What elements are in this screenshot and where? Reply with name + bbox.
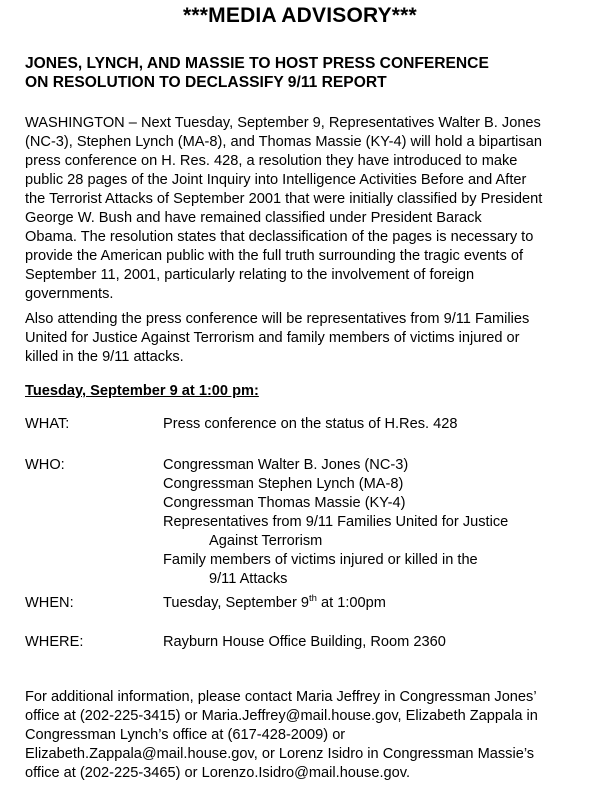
who-line: Congressman Thomas Massie (KY-4) <box>163 495 406 511</box>
paragraph-line: provide the American public with the full truth surrounding the tragic events of <box>25 248 524 264</box>
paragraph-line: For additional information, please contact Maria Jeffrey in Congressman Jones’ <box>25 689 537 705</box>
paragraph-line: governments. <box>25 286 114 302</box>
paragraph-line: WASHINGTON – Next Tuesday, September 9, Representatives Walter B. Jones <box>25 115 541 131</box>
paragraph-line: office at (202-225-3465) or Lorenzo.Isidro@mail.house.gov. <box>25 765 411 781</box>
who-line: Congressman Walter B. Jones (NC-3) <box>163 457 409 473</box>
paragraph-line: public 28 pages of the Joint Inquiry into Intelligence Activities Before and After <box>25 172 527 188</box>
who-line: Representatives from 9/11 Families United for Justice <box>163 514 509 530</box>
when-line <box>163 594 583 613</box>
paragraph-line: Also attending the press conference will be representatives from 9/11 Families <box>25 311 530 327</box>
who-line: Family members of victims injured or killed in the <box>163 552 478 568</box>
paragraph-line: Congressman Lynch’s office at (617-428-2009) or <box>25 727 346 743</box>
advisory-title: ***MEDIA ADVISORY*** <box>183 4 417 27</box>
paragraph-line: killed in the 9/11 attacks. <box>25 349 184 365</box>
what-label: WHAT: <box>25 416 70 432</box>
paragraph-line: September 11, 2001, particularly relating to the involvement of foreign <box>25 267 475 283</box>
headline-line: ON RESOLUTION TO DECLASSIFY 9/11 REPORT <box>25 74 387 91</box>
when-date: Tuesday, September 9 <box>163 595 310 611</box>
when-label: WHEN: <box>25 595 74 611</box>
paragraph-line: the Terrorist Attacks of September 2001 that were initially classified by President <box>25 191 543 207</box>
when-ordinal: th <box>309 593 317 605</box>
paragraph-line: Obama. The resolution states that declassification of the pages is necessary to <box>25 229 534 245</box>
paragraph-line: press conference on H. Res. 428, a resolution they have introduced to make <box>25 153 518 169</box>
what-line: Press conference on the status of H.Res. 428 <box>163 416 458 432</box>
advisory-headline <box>25 54 585 92</box>
where-line: Rayburn House Office Building, Room 2360 <box>163 634 446 650</box>
who-line: Congressman Stephen Lynch (MA-8) <box>163 476 404 492</box>
when-value <box>163 594 583 613</box>
who-value <box>163 456 583 589</box>
paragraph-line: Elizabeth.Zappala@mail.house.gov, or Lorenz Isidro in Congressman Massie’s <box>25 746 535 762</box>
when-time: at 1:00pm <box>316 595 386 611</box>
where-value <box>163 633 583 652</box>
who-label: WHO: <box>25 457 65 473</box>
attendees-paragraph <box>25 310 590 367</box>
paragraph-line: United for Justice Against Terrorism and family members of victims injured or <box>25 330 520 346</box>
paragraph-line: office at (202-225-3415) or Maria.Jeffrey@mail.house.gov, Elizabeth Zappala in <box>25 708 538 724</box>
contact-paragraph <box>25 688 590 783</box>
intro-paragraph <box>25 114 590 304</box>
event-date-heading: Tuesday, September 9 at 1:00 pm: <box>25 383 259 399</box>
paragraph-line: George W. Bush and have remained classified under President Barack <box>25 210 482 226</box>
what-value <box>163 415 583 434</box>
who-line: 9/11 Attacks <box>209 571 288 587</box>
headline-line: JONES, LYNCH, AND MASSIE TO HOST PRESS CONFERENCE <box>25 55 489 72</box>
where-label: WHERE: <box>25 634 84 650</box>
who-line: Against Terrorism <box>209 533 323 549</box>
paragraph-line: (NC-3), Stephen Lynch (MA-8), and Thomas Massie (KY-4) will hold a bipartisan <box>25 134 542 150</box>
